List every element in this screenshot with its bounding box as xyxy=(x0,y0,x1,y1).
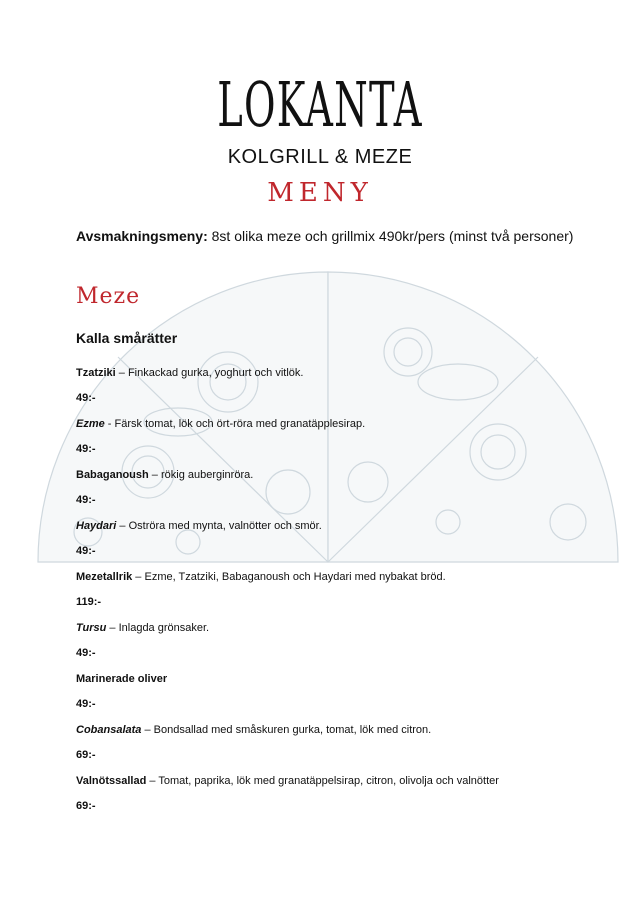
item-name: Ezme xyxy=(76,418,105,430)
menu-item xyxy=(76,417,596,468)
item-desc: – Ezme, Tzatziki, Babaganoush och Haydari med nybakat bröd. xyxy=(132,571,446,583)
menu-item xyxy=(76,519,596,570)
logo: LOKANTA xyxy=(217,68,423,141)
item-price: 119:- xyxy=(76,596,102,608)
item-name: Tursu xyxy=(76,622,107,634)
item-price: 49:- xyxy=(76,698,96,710)
group-title: Kalla smårätter xyxy=(76,330,178,346)
menu-item xyxy=(76,621,596,672)
item-price: 69:- xyxy=(76,749,96,761)
item-desc: – Oströra med mynta, valnötter och smör. xyxy=(116,520,322,532)
item-name: Marinerade oliver xyxy=(76,673,168,685)
item-name: Tzatziki xyxy=(76,367,116,379)
menu-item xyxy=(76,570,596,621)
item-desc: – Finkackad gurka, yoghurt och vitlök. xyxy=(115,367,304,379)
item-price: 49:- xyxy=(76,647,96,659)
item-name: Cobansalata xyxy=(76,724,142,736)
subtitle: KOLGRILL & MEZE xyxy=(227,146,413,168)
tasting-menu xyxy=(76,228,596,244)
menu-item xyxy=(76,468,596,519)
item-price: 49:- xyxy=(76,545,96,557)
item-name: Mezetallrik xyxy=(76,571,133,583)
item-price: 49:- xyxy=(76,494,96,506)
item-price: 69:- xyxy=(76,800,96,812)
tasting-label: Avsmakningsmeny: xyxy=(76,228,208,244)
menu-list xyxy=(76,366,596,825)
section-title: Meze xyxy=(76,284,141,309)
menu-item xyxy=(76,774,596,825)
item-desc: – rökig auberginröra. xyxy=(148,469,254,481)
item-price: 49:- xyxy=(76,392,96,404)
item-name: Haydari xyxy=(76,520,117,532)
item-desc: – Bondsallad med småskuren gurka, tomat, lök med citron. xyxy=(141,724,432,736)
item-name: Babaganoush xyxy=(76,469,149,481)
item-desc: – Inlagda grönsaker. xyxy=(106,622,210,634)
menu-item xyxy=(76,366,596,417)
item-desc: - Färsk tomat, lök och ört-röra med granatäpplesirap. xyxy=(104,418,366,430)
item-name: Valnötssallad xyxy=(76,775,147,787)
item-price: 49:- xyxy=(76,443,96,455)
menu-title: MENY xyxy=(267,178,373,208)
item-desc: – Tomat, paprika, lök med granatäppelsirap, citron, olivolja och valnötter xyxy=(146,775,499,787)
menu-item xyxy=(76,672,596,723)
menu-item xyxy=(76,723,596,774)
tasting-text: 8st olika meze och grillmix 490kr/pers (minst två personer) xyxy=(207,228,574,244)
